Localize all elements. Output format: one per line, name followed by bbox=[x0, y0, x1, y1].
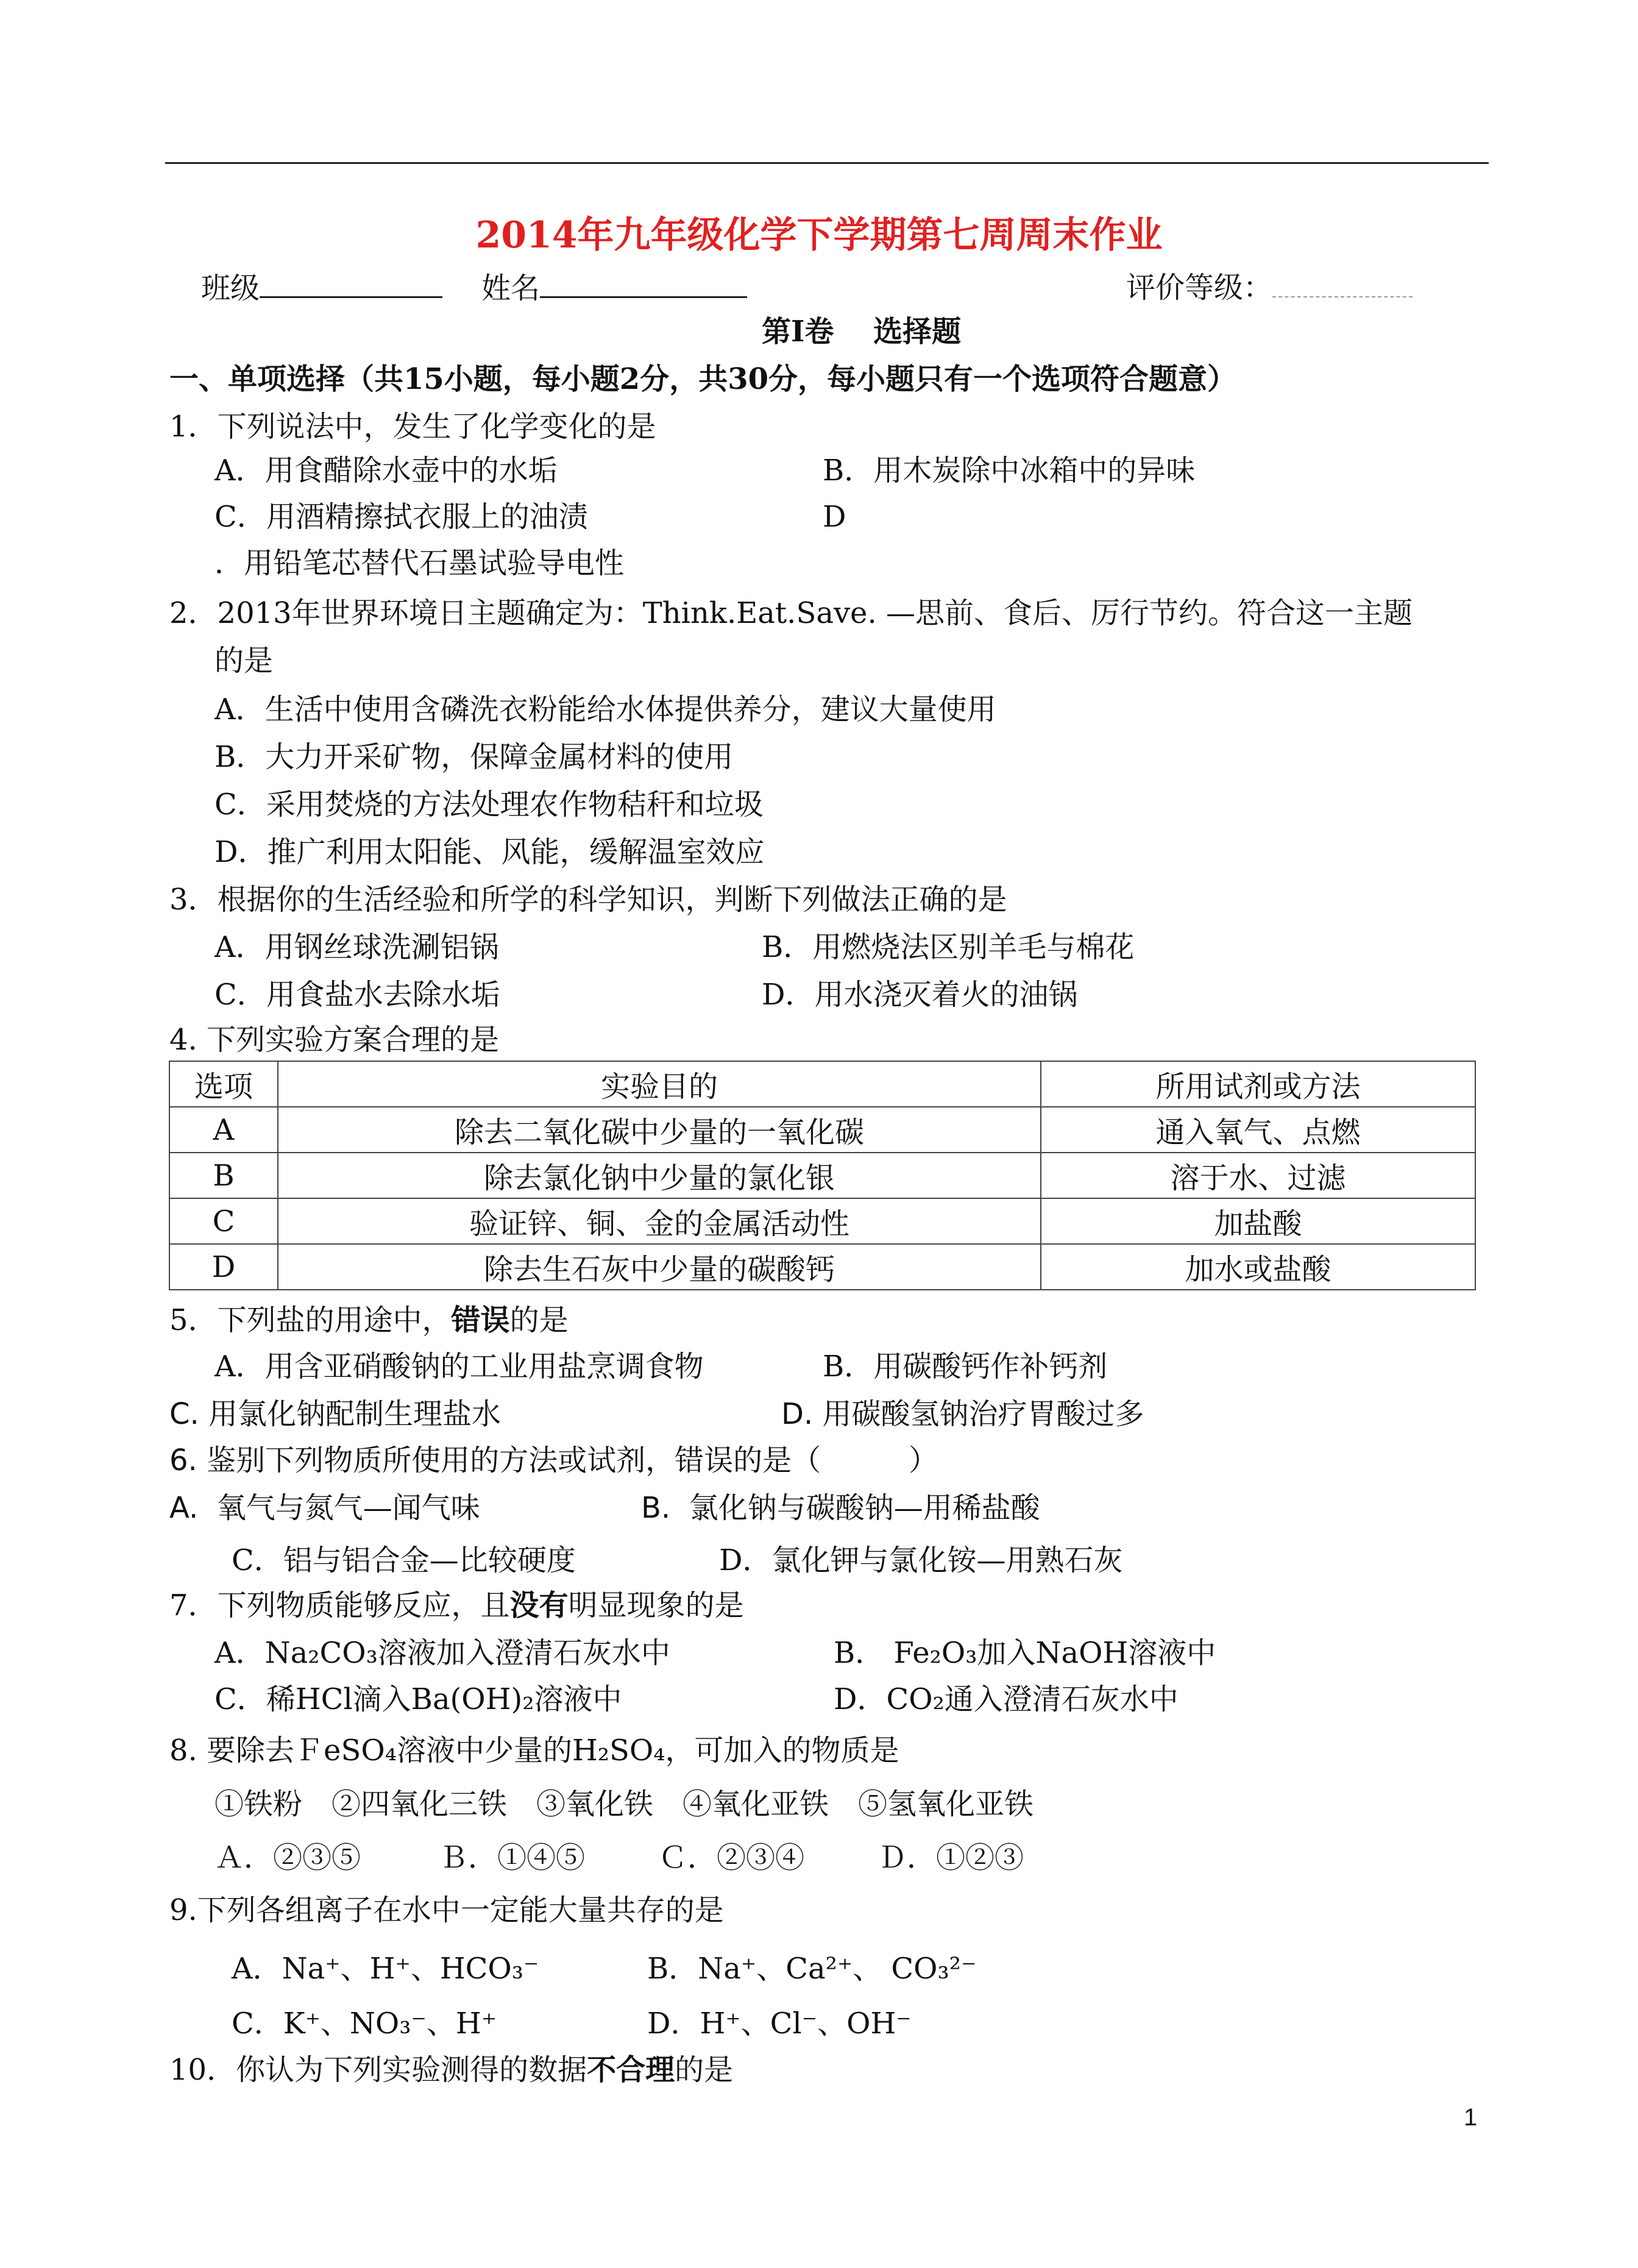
q6-number: 6. bbox=[169, 1443, 197, 1477]
q4-stem: 4. 下列实验方案合理的是 bbox=[169, 1023, 500, 1057]
q10-stem-pre: 10．你认为下列实验测得的数据 bbox=[169, 2053, 587, 2087]
q6-stem bbox=[169, 1442, 938, 1479]
grade-label: 评价等级： bbox=[1126, 271, 1273, 305]
q9-option-d: D．H⁺、Cl⁻、OH⁻ bbox=[647, 2007, 912, 2041]
q1-option-a: A．用食醋除水壶中的水垢 bbox=[214, 453, 558, 488]
q5-stem bbox=[169, 1302, 569, 1338]
grade-field bbox=[1126, 266, 1413, 306]
q1-option-d-letter: D bbox=[823, 500, 846, 534]
table-header-cell: 所用试剂或方法 bbox=[1041, 1061, 1475, 1107]
table-cell: 加盐酸 bbox=[1041, 1198, 1475, 1244]
q8-stem: 8. 要除去ＦeSO₄溶液中少量的H₂SO₄，可加入的物质是 bbox=[169, 1733, 899, 1768]
q9-option-b: B．Na⁺、Ca²⁺、 CO₃²⁻ bbox=[647, 1952, 977, 1986]
table-cell: C bbox=[169, 1198, 278, 1244]
q3-stem: 3．根据你的生活经验和所学的科学知识，判断下列做法正确的是 bbox=[169, 883, 1007, 917]
q6-option-c: C．铝与铝合金—比较硬度 bbox=[232, 1543, 576, 1577]
q6-option-a-text: 氧气与氮气—闻气味 bbox=[216, 1491, 480, 1525]
q5-stem-post: 的是 bbox=[509, 1303, 569, 1337]
class-label: 班级 bbox=[201, 271, 260, 305]
q8-items: ①铁粉 ②四氧化三铁 ③氧化铁 ④氧化亚铁 ⑤氢氧化亚铁 bbox=[214, 1787, 1034, 1821]
table-header-cell: 选项 bbox=[169, 1061, 278, 1107]
q10-stem bbox=[169, 2052, 733, 2088]
q6-stem-text: 鉴别下列物质所使用的方法或试剂，错误的是（ ） bbox=[207, 1443, 938, 1477]
table-cell: 除去氯化钠中少量的氯化银 bbox=[278, 1153, 1041, 1198]
q8-option-d: Ｄ．①②③ bbox=[878, 1841, 1024, 1875]
q5-option-a: A．用含亚硝酸钠的工业用盐烹调食物 bbox=[214, 1349, 704, 1384]
q1-stem: 1．下列说法中，发生了化学变化的是 bbox=[169, 410, 656, 444]
q7-option-d: D．CO₂通入澄清石灰水中 bbox=[834, 1682, 1179, 1716]
q5-option-c-text: 用氯化钠配制生理盐水 bbox=[208, 1397, 502, 1431]
q8-option-b: Ｂ．①④⑤ bbox=[439, 1841, 586, 1875]
q5-option-b: B．用碳酸钙作补钙剂 bbox=[823, 1349, 1108, 1384]
q6-option-d: D．氯化钾与氯化铵—用熟石灰 bbox=[719, 1543, 1123, 1577]
class-blank bbox=[260, 266, 442, 298]
q5-stem-bold: 错误 bbox=[451, 1303, 510, 1337]
q5-stem-pre: 5．下列盐的用途中， bbox=[169, 1303, 452, 1337]
q3-option-a: A．用钢丝球洗涮铝锅 bbox=[214, 930, 499, 964]
top-rule bbox=[165, 162, 1489, 164]
table-cell: 除去二氧化碳中少量的一氧化碳 bbox=[278, 1107, 1041, 1153]
q2-stem-cont: 的是 bbox=[214, 644, 274, 678]
q5-option-c-letter: C. bbox=[169, 1397, 199, 1431]
q2-option-d: D．推广利用太阳能、风能，缓解温室效应 bbox=[214, 835, 765, 869]
table-row bbox=[169, 1244, 1475, 1290]
table-row bbox=[169, 1153, 1475, 1198]
q2-option-a: A．生活中使用含磷洗衣粉能给水体提供养分，建议大量使用 bbox=[214, 692, 996, 727]
q4-table bbox=[169, 1061, 1476, 1290]
table-cell: A bbox=[169, 1107, 278, 1153]
q8-option-a: Ａ．②③⑤ bbox=[214, 1841, 361, 1875]
page-title: 2014年九年级化学下学期第七周周末作业 bbox=[475, 214, 1163, 257]
name-field bbox=[481, 266, 747, 307]
q5-option-c bbox=[169, 1396, 501, 1432]
q9-option-c: C．K⁺、NO₃⁻、H⁺ bbox=[232, 2007, 497, 2041]
q6-option-b-letter: B. bbox=[641, 1491, 671, 1525]
table-cell: 溶于水、过滤 bbox=[1041, 1153, 1475, 1198]
table-cell: 加水或盐酸 bbox=[1041, 1244, 1475, 1290]
q8-option-c: Ｃ．②③④ bbox=[658, 1841, 805, 1875]
q1-option-d: ．用铅笔芯替代石墨试验导电性 bbox=[214, 546, 625, 580]
table-row bbox=[169, 1107, 1475, 1153]
q7-stem-pre: 7．下列物质能够反应，且 bbox=[169, 1588, 510, 1623]
table-cell: 通入氧气、点燃 bbox=[1041, 1107, 1475, 1153]
q2-option-b: B．大力开采矿物，保障金属材料的使用 bbox=[214, 740, 734, 774]
section-title: 第Ⅰ卷 选择题 bbox=[762, 315, 962, 349]
q3-option-b: B．用燃烧法区别羊毛与棉花 bbox=[762, 930, 1135, 964]
q9-stem: 9.下列各组离子在水中一定能大量共存的是 bbox=[169, 1893, 724, 1927]
table-cell: D bbox=[169, 1244, 278, 1290]
q6-option-b bbox=[641, 1490, 1040, 1526]
name-blank bbox=[540, 266, 747, 298]
part-one-heading: 一、单项选择（共15小题，每小题2分，共30分，每小题只有一个选项符合题意） bbox=[169, 362, 1236, 396]
q9-option-a: A．Na⁺、H⁺、HCO₃⁻ bbox=[232, 1952, 539, 1986]
q7-stem bbox=[169, 1587, 744, 1624]
class-field bbox=[201, 266, 442, 307]
q2-option-c: C．采用焚烧的方法处理农作物秸秆和垃圾 bbox=[214, 787, 764, 822]
q5-option-d bbox=[781, 1396, 1144, 1432]
q6-option-b-text: 氯化钠与碳酸钠—用稀盐酸 bbox=[689, 1491, 1040, 1525]
q3-option-c: C．用食盐水去除水垢 bbox=[214, 978, 500, 1012]
q1-option-c: C．用酒精擦拭衣服上的油渍 bbox=[214, 500, 588, 534]
page-number: 1 bbox=[1464, 2104, 1478, 2131]
q2-stem: 2．2013年世界环境日主题确定为：Think.Eat.Save. —思前、食后、厉行节约。符合这一主题 bbox=[169, 596, 1413, 630]
table-cell: 除去生石灰中少量的碳酸钙 bbox=[278, 1244, 1041, 1290]
q1-option-b: B．用木炭除中冰箱中的异味 bbox=[823, 453, 1196, 488]
q6-option-a-letter: A. bbox=[169, 1491, 199, 1525]
q7-stem-post: 明显现象的是 bbox=[568, 1588, 744, 1623]
q7-option-c: C．稀HCl滴入Ba(OH)₂溶液中 bbox=[214, 1682, 622, 1716]
q7-option-b: B． Fe₂O₃加入NaOH溶液中 bbox=[834, 1636, 1216, 1670]
q5-option-d-letter: D. bbox=[781, 1397, 814, 1431]
name-label: 姓名 bbox=[481, 271, 541, 305]
table-row bbox=[169, 1198, 1475, 1244]
table-cell: B bbox=[169, 1153, 278, 1198]
q3-option-d: D．用水浇灭着火的油锅 bbox=[762, 978, 1078, 1012]
q6-option-a bbox=[169, 1490, 480, 1526]
q10-stem-bold: 不合理 bbox=[587, 2053, 675, 2087]
q5-option-d-text: 用碳酸氢钠治疗胃酸过多 bbox=[822, 1397, 1144, 1431]
q10-stem-post: 的是 bbox=[675, 2053, 734, 2087]
grade-blank bbox=[1272, 266, 1413, 297]
q7-stem-bold: 没有 bbox=[509, 1588, 569, 1623]
table-header-cell: 实验目的 bbox=[278, 1061, 1041, 1107]
table-cell: 验证锌、铜、金的金属活动性 bbox=[278, 1198, 1041, 1244]
q7-option-a: A．Na₂CO₃溶液加入澄清石灰水中 bbox=[214, 1636, 670, 1670]
table-header-row bbox=[169, 1061, 1475, 1107]
